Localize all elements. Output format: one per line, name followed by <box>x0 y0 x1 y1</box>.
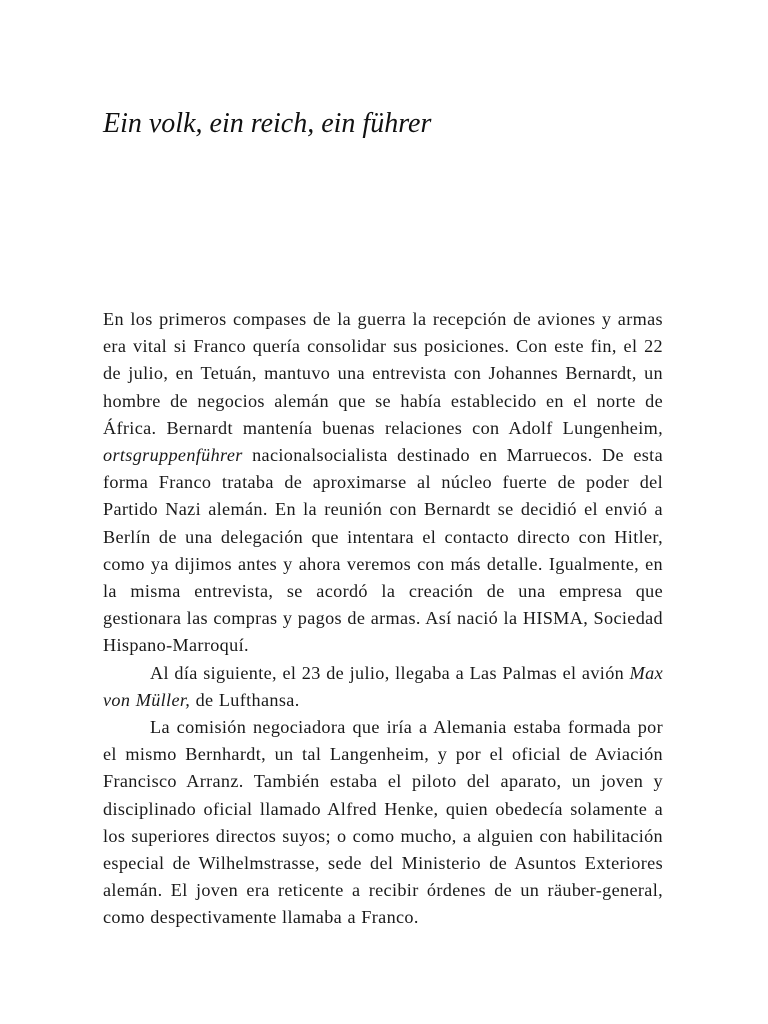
paragraph-1-run-3: nacionalsocialista destinado en Marruecos. De esta forma Franco trataba de aproximarse al núcleo fuerte de poder del Partido Nazi alemán. En la reunión con Bernardt se decidió el envió a Berlín de una delegación que intentara el contacto directo con Hitler, como ya dijimos antes y ahora veremos con más detalle. Igualmente, en la misma entrevista, se acordó la creación de una empresa que gestionara las compras y pagos de armas. Así nació la HISMA, Sociedad Hispano-Marroquí. <box>103 445 663 656</box>
paragraph-1 <box>103 306 663 660</box>
paragraph-2 <box>103 660 663 714</box>
paragraph-1-italic-run: , ortsgruppenführer <box>103 417 663 466</box>
paragraph-3 <box>103 714 663 932</box>
paragraph-2-italic-run: Max von Müller, <box>103 662 663 710</box>
paragraph-1-run-1: En los primeros compases de la guerra la recepción de aviones y armas era vital si Franco quería consolidar sus posiciones. Con este fin, el 22 de julio, en Tetuán, mantuvo una entrevista con Johannes Bernardt, un hombre de negocios alemán que se había establecido en el norte de África. Bernardt mantenía buenas relaciones con Adolf Lungenheim <box>103 309 663 438</box>
paragraph-3-run-1: La comisión negociadora que iría a Alemania estaba formada por el mismo Bernhardt, un tal Langenheim, y por el oficial de Aviación Francisco Arranz. También estaba el piloto del aparato, un joven y disciplinado oficial llamado Alfred Henke, quien obedecía solamente a los superiores directos suyos; o como mucho, a alguien con habilitación especial de Wilhelmstrasse, sede del Ministerio de Asuntos Exteriores alemán. El joven era reticente a recibir órdenes de un räuber-general, como despectivamente llamaba a Franco. <box>103 717 663 928</box>
body-text <box>103 306 663 932</box>
paragraph-2-run-3: de Lufthansa. <box>190 689 300 710</box>
chapter-title: Ein volk, ein reich, ein führer <box>103 108 432 139</box>
paragraph-2-run-1: Al día siguiente, el 23 de julio, llegaba a Las Palmas el avión <box>150 662 630 683</box>
